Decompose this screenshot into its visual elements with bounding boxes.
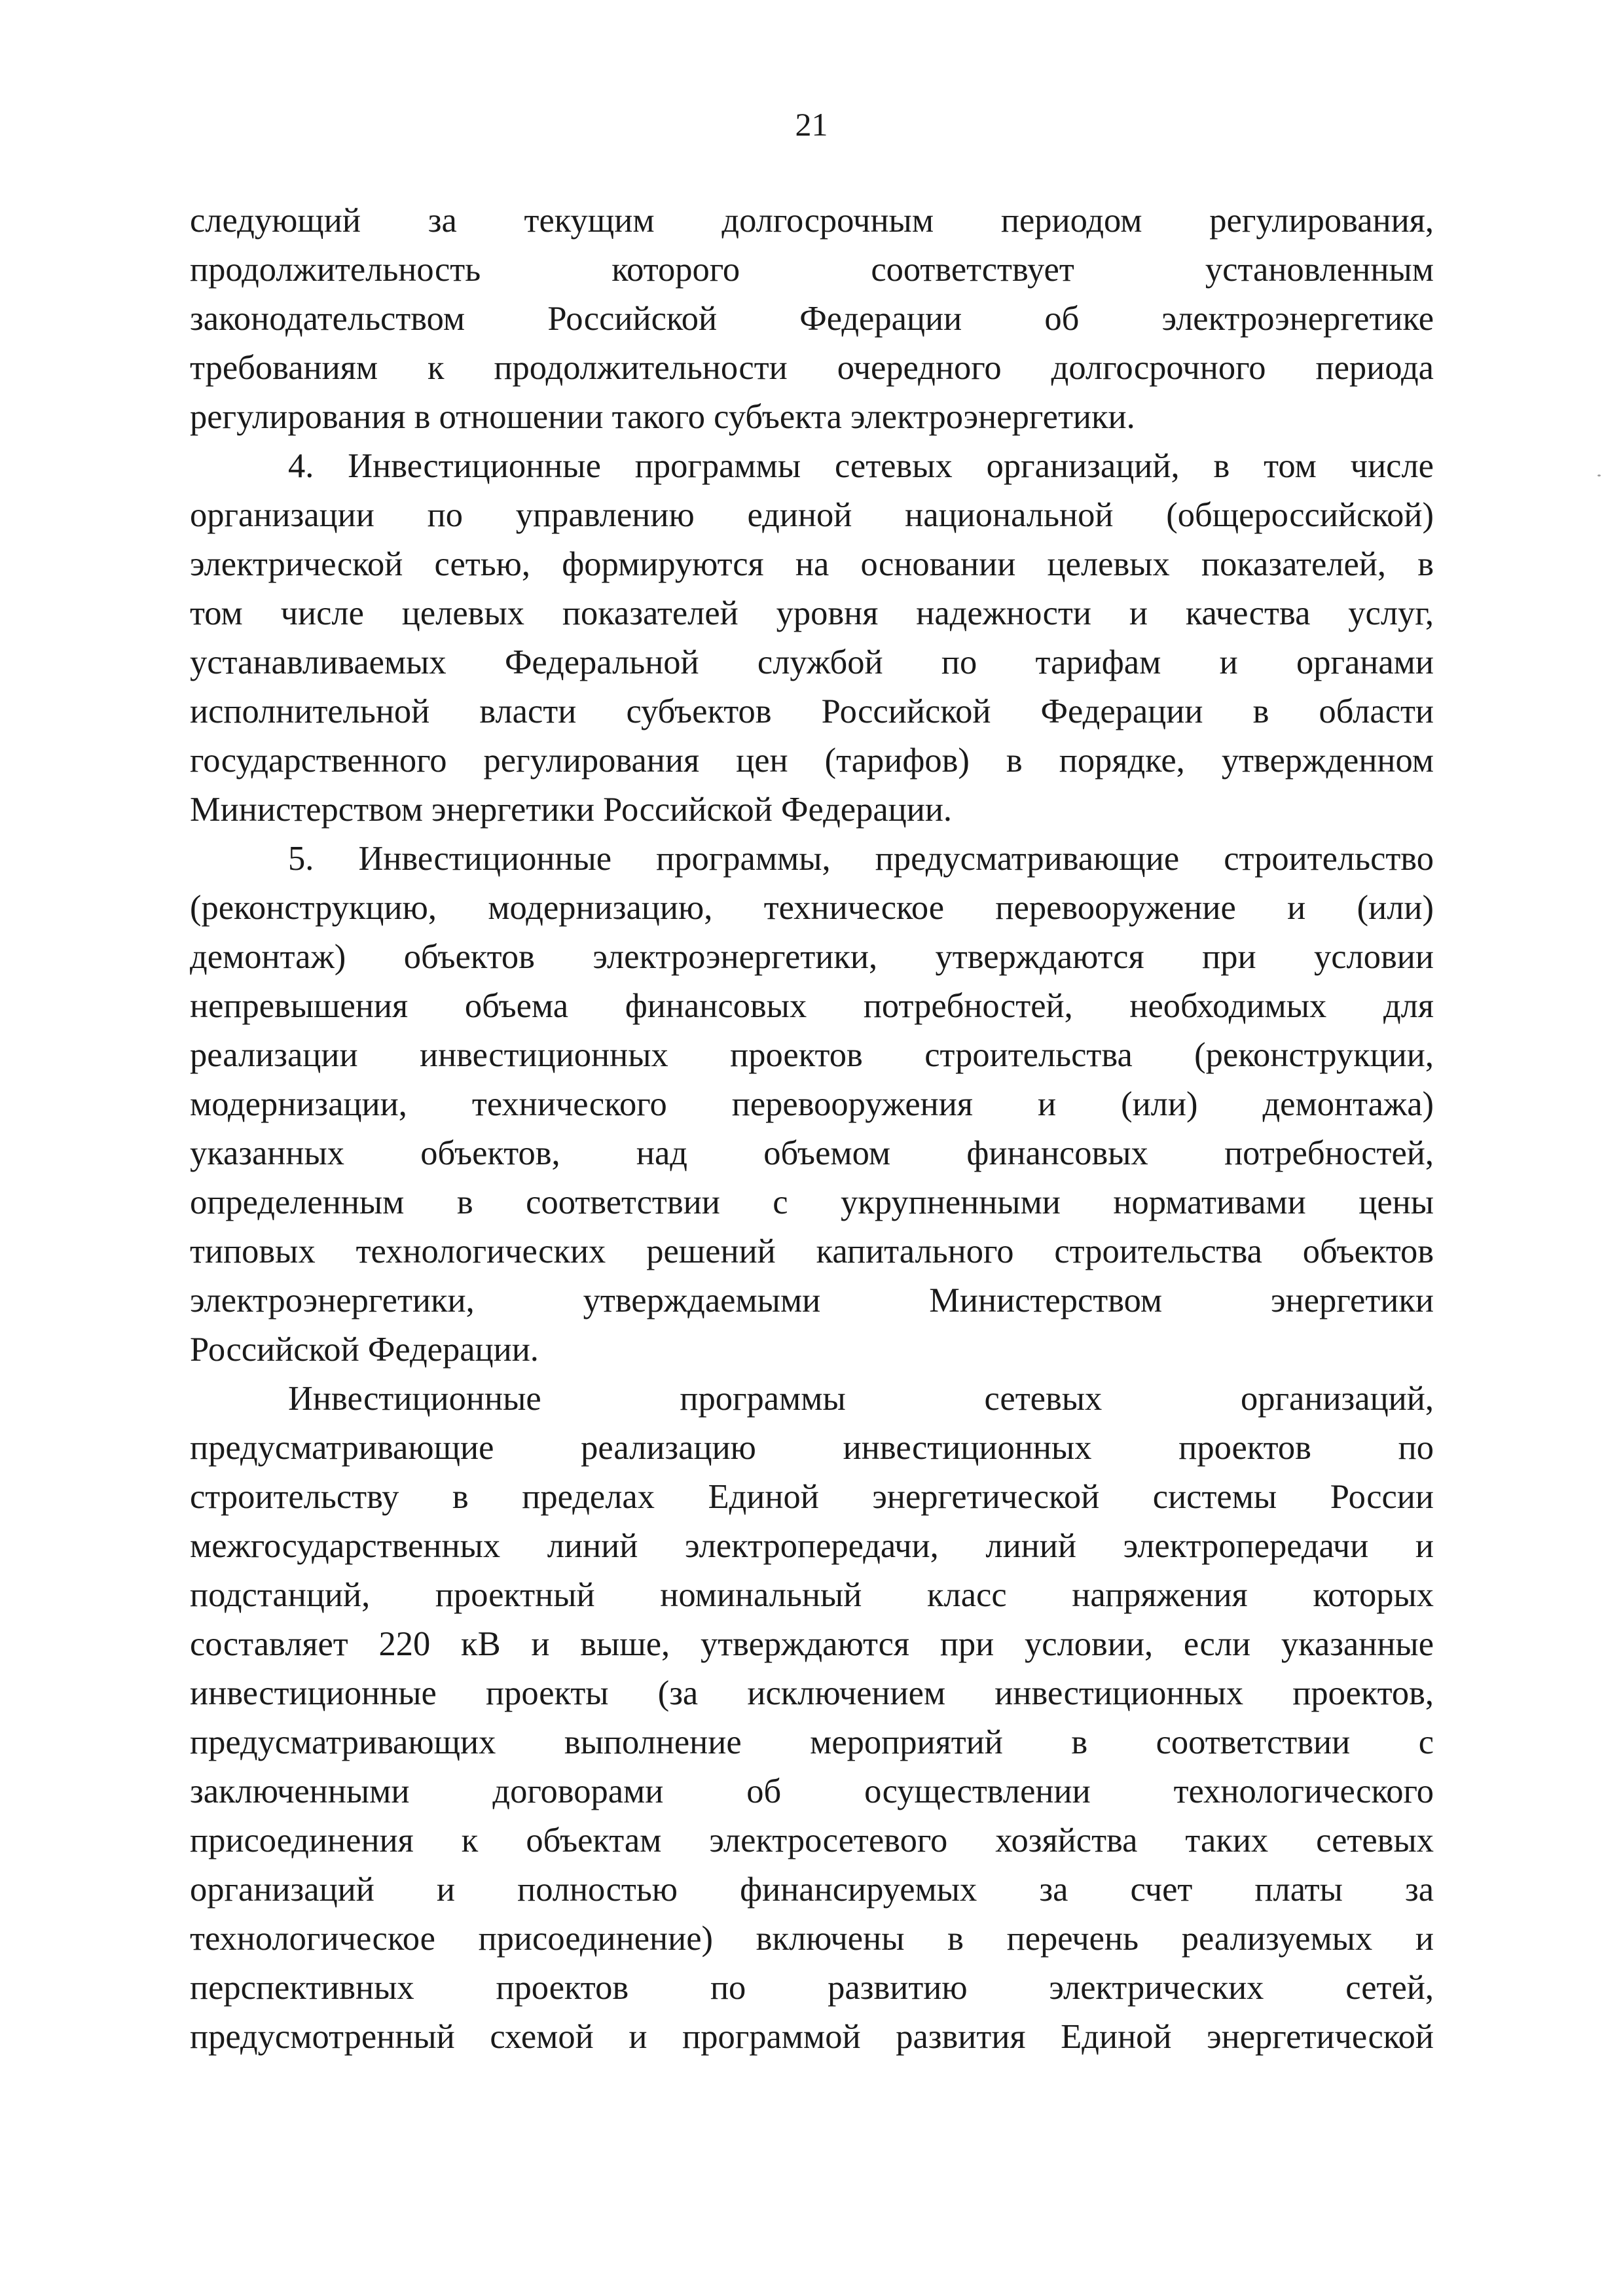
text-line: непревышения объема финансовых потребностей, необходимых для (190, 987, 1434, 1025)
text-line: Министерством энергетики Российской Федерации. (190, 791, 953, 829)
text-line: реализации инвестиционных проектов строительства (реконструкции, (190, 1036, 1434, 1074)
text-line: организации по управлению единой национальной (общероссийской) (190, 496, 1434, 534)
text-line: требованиям к продолжительности очередного долгосрочного периода (190, 349, 1434, 387)
text-line: электроэнергетики, утверждаемыми Министерством энергетики (190, 1282, 1434, 1319)
text-line: предусмотренный схемой и программой развития Единой энергетической (190, 2018, 1434, 2056)
text-line: подстанций, проектный номинальный класс напряжения которых (190, 1576, 1434, 1614)
text-line: исполнительной власти субъектов Российской Федерации в области (190, 692, 1434, 730)
text-line: (реконструкцию, модернизацию, техническое перевооружение и (или) (190, 889, 1434, 927)
text-line: предусматривающие реализацию инвестиционных проектов по (190, 1429, 1434, 1467)
text-line: строительству в пределах Единой энергетической системы России (190, 1478, 1434, 1516)
text-line: указанных объектов, над объемом финансовых потребностей, (190, 1134, 1434, 1172)
text-line: 5. Инвестиционные программы, предусматривающие строительство (288, 840, 1434, 878)
text-line: том числе целевых показателей уровня надежности и качества услуг, (190, 594, 1434, 632)
text-line: электрической сетью, формируются на основании целевых показателей, в (190, 545, 1434, 583)
text-line: демонтаж) объектов электроэнергетики, утверждаются при условии (190, 938, 1434, 976)
text-line: заключенными договорами об осуществлении технологического (190, 1772, 1434, 1810)
text-line: устанавливаемых Федеральной службой по тарифам и органами (190, 643, 1434, 681)
text-line: перспективных проектов по развитию электрических сетей, (190, 1969, 1434, 2007)
text-line: следующий за текущим долгосрочным периодом регулирования, (190, 202, 1434, 240)
text-line: Инвестиционные программы сетевых организаций, (288, 1380, 1434, 1418)
text-line: законодательством Российской Федерации об электроэнергетике (190, 300, 1434, 338)
text-line: инвестиционные проекты (за исключением инвестиционных проектов, (190, 1674, 1434, 1712)
scan-artifact-dot (1597, 475, 1601, 476)
document-body (190, 196, 1434, 2062)
text-line: продолжительность которого соответствует установленным (190, 251, 1434, 289)
text-line: организаций и полностью финансируемых за счет платы за (190, 1871, 1434, 1909)
text-line: составляет 220 кВ и выше, утверждаются при условии, если указанные (190, 1625, 1434, 1663)
text-line: предусматривающих выполнение мероприятий в соответствии с (190, 1723, 1434, 1761)
text-line: типовых технологических решений капитального строительства объектов (190, 1232, 1434, 1270)
text-line: Российской Федерации. (190, 1331, 539, 1369)
text-line: определенным в соответствии с укрупненными нормативами цены (190, 1183, 1434, 1221)
text-line: технологическое присоединение) включены в перечень реализуемых и (190, 1920, 1434, 1958)
text-line: модернизации, технического перевооружения и (или) демонтажа) (190, 1085, 1434, 1123)
text-line: регулирования в отношении такого субъекта электроэнергетики. (190, 398, 1135, 436)
page-number: 21 (795, 106, 828, 143)
text-line: присоединения к объектам электросетевого хозяйства таких сетевых (190, 1821, 1434, 1859)
text-line: 4. Инвестиционные программы сетевых организаций, в том числе (288, 447, 1434, 485)
text-line: государственного регулирования цен (тарифов) в порядке, утвержденном (190, 742, 1434, 780)
text-line: межгосударственных линий электропередачи, линий электропередачи и (190, 1527, 1434, 1565)
